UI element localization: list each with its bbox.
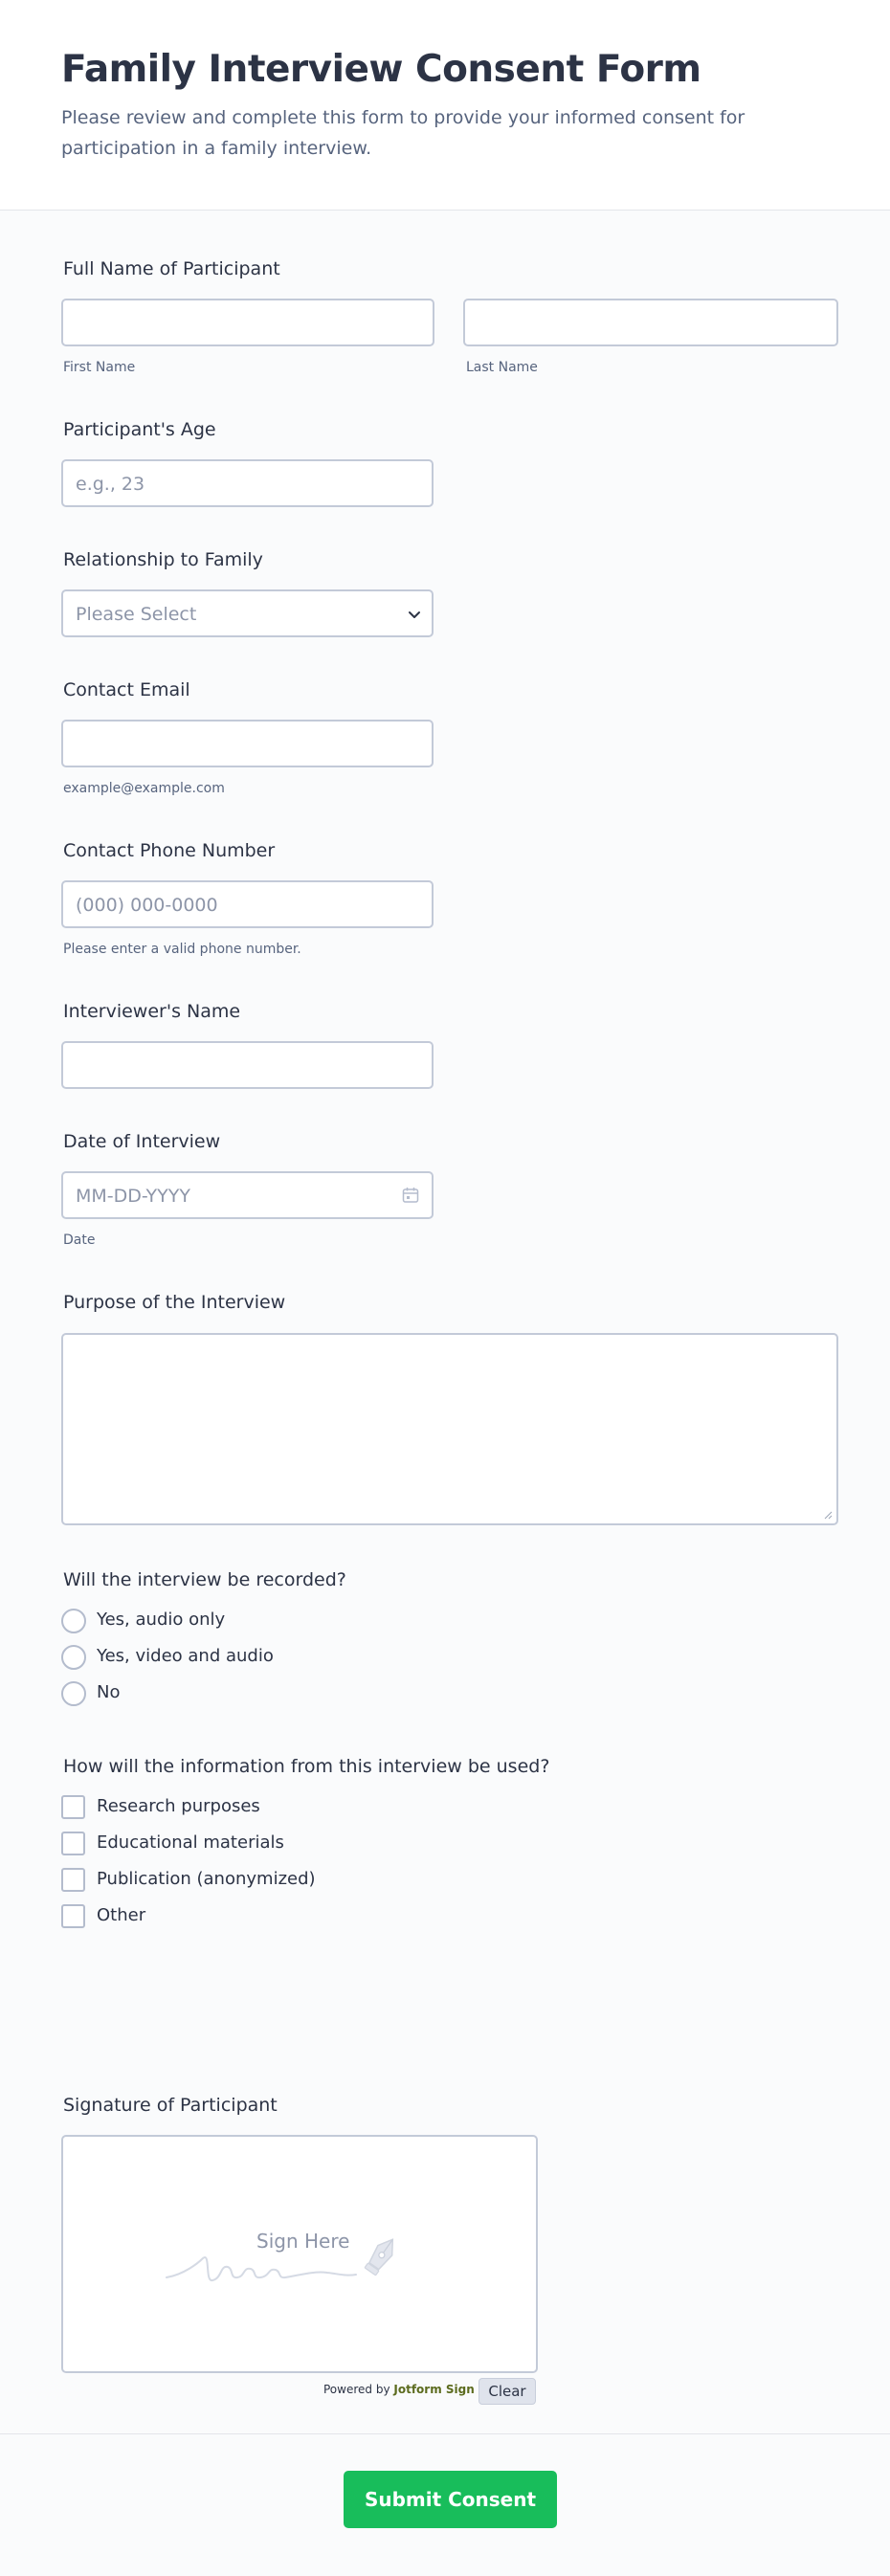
signature-placeholder: Sign Here xyxy=(256,2230,350,2253)
age-input[interactable] xyxy=(61,459,434,507)
purpose-textarea[interactable] xyxy=(61,1333,838,1525)
relationship-selected: Please Select xyxy=(76,604,197,625)
email-sublabel: example@example.com xyxy=(63,781,225,796)
checkbox-option-label: Research purposes xyxy=(97,1796,260,1816)
checkbox-option-label: Publication (anonymized) xyxy=(97,1869,316,1889)
full-name-label: Full Name of Participant xyxy=(63,258,280,279)
phone-sublabel: Please enter a valid phone number. xyxy=(63,942,301,957)
signature-label: Signature of Participant xyxy=(63,2095,278,2116)
form-description: Please review and complete this form to provide your informed consent for participation in a family interview. xyxy=(61,107,745,159)
recorded-label: Will the interview be recorded? xyxy=(63,1569,346,1590)
radio-option-label: No xyxy=(97,1682,121,1702)
radio-option-label: Yes, audio only xyxy=(97,1610,226,1630)
checkbox-option-label: Other xyxy=(97,1905,146,1925)
first-name-input[interactable] xyxy=(61,299,434,346)
checkbox[interactable] xyxy=(61,1795,85,1819)
last-name-input[interactable] xyxy=(463,299,838,346)
chevron-down-icon xyxy=(407,607,422,622)
interviewer-input[interactable] xyxy=(61,1041,434,1089)
radio-button[interactable] xyxy=(61,1681,86,1706)
powered-by xyxy=(323,2383,475,2396)
date-input[interactable] xyxy=(61,1171,434,1219)
checkbox[interactable] xyxy=(61,1904,85,1928)
last-name-sublabel: Last Name xyxy=(466,360,538,375)
form-header xyxy=(0,0,890,211)
purpose-label: Purpose of the Interview xyxy=(63,1292,286,1313)
date-placeholder: MM-DD-YYYY xyxy=(76,1186,190,1207)
checkbox[interactable] xyxy=(61,1868,85,1892)
radio-button[interactable] xyxy=(61,1609,86,1633)
email-input[interactable] xyxy=(61,720,434,767)
calendar-icon[interactable] xyxy=(401,1186,420,1205)
checkbox-option-label: Educational materials xyxy=(97,1832,284,1853)
date-sublabel: Date xyxy=(63,1232,96,1248)
phone-label: Contact Phone Number xyxy=(63,840,276,861)
clear-signature-button[interactable]: Clear xyxy=(478,2378,536,2405)
date-label: Date of Interview xyxy=(63,1131,221,1152)
radio-option-label: Yes, video and audio xyxy=(97,1646,274,1666)
submit-button[interactable]: Submit Consent xyxy=(344,2471,557,2528)
jotform-sign-brand: Jotform Sign xyxy=(393,2383,475,2396)
resize-grip-icon[interactable] xyxy=(823,1510,833,1520)
interviewer-label: Interviewer's Name xyxy=(63,1001,241,1022)
relationship-label: Relationship to Family xyxy=(63,549,263,570)
age-placeholder: e.g., 23 xyxy=(76,474,145,495)
usage-label: How will the information from this interview be used? xyxy=(63,1756,550,1777)
checkbox[interactable] xyxy=(61,1832,85,1855)
signature-pad[interactable] xyxy=(61,2135,538,2373)
age-label: Participant's Age xyxy=(63,419,216,440)
phone-placeholder: (000) 000-0000 xyxy=(76,895,218,916)
email-label: Contact Email xyxy=(63,679,190,700)
radio-button[interactable] xyxy=(61,1645,86,1670)
form-footer xyxy=(0,2433,890,2576)
first-name-sublabel: First Name xyxy=(63,360,136,375)
phone-input[interactable] xyxy=(61,880,434,928)
powered-by-prefix: Powered by xyxy=(323,2383,390,2396)
relationship-select[interactable] xyxy=(61,589,434,637)
form-title: Family Interview Consent Form xyxy=(61,48,701,91)
